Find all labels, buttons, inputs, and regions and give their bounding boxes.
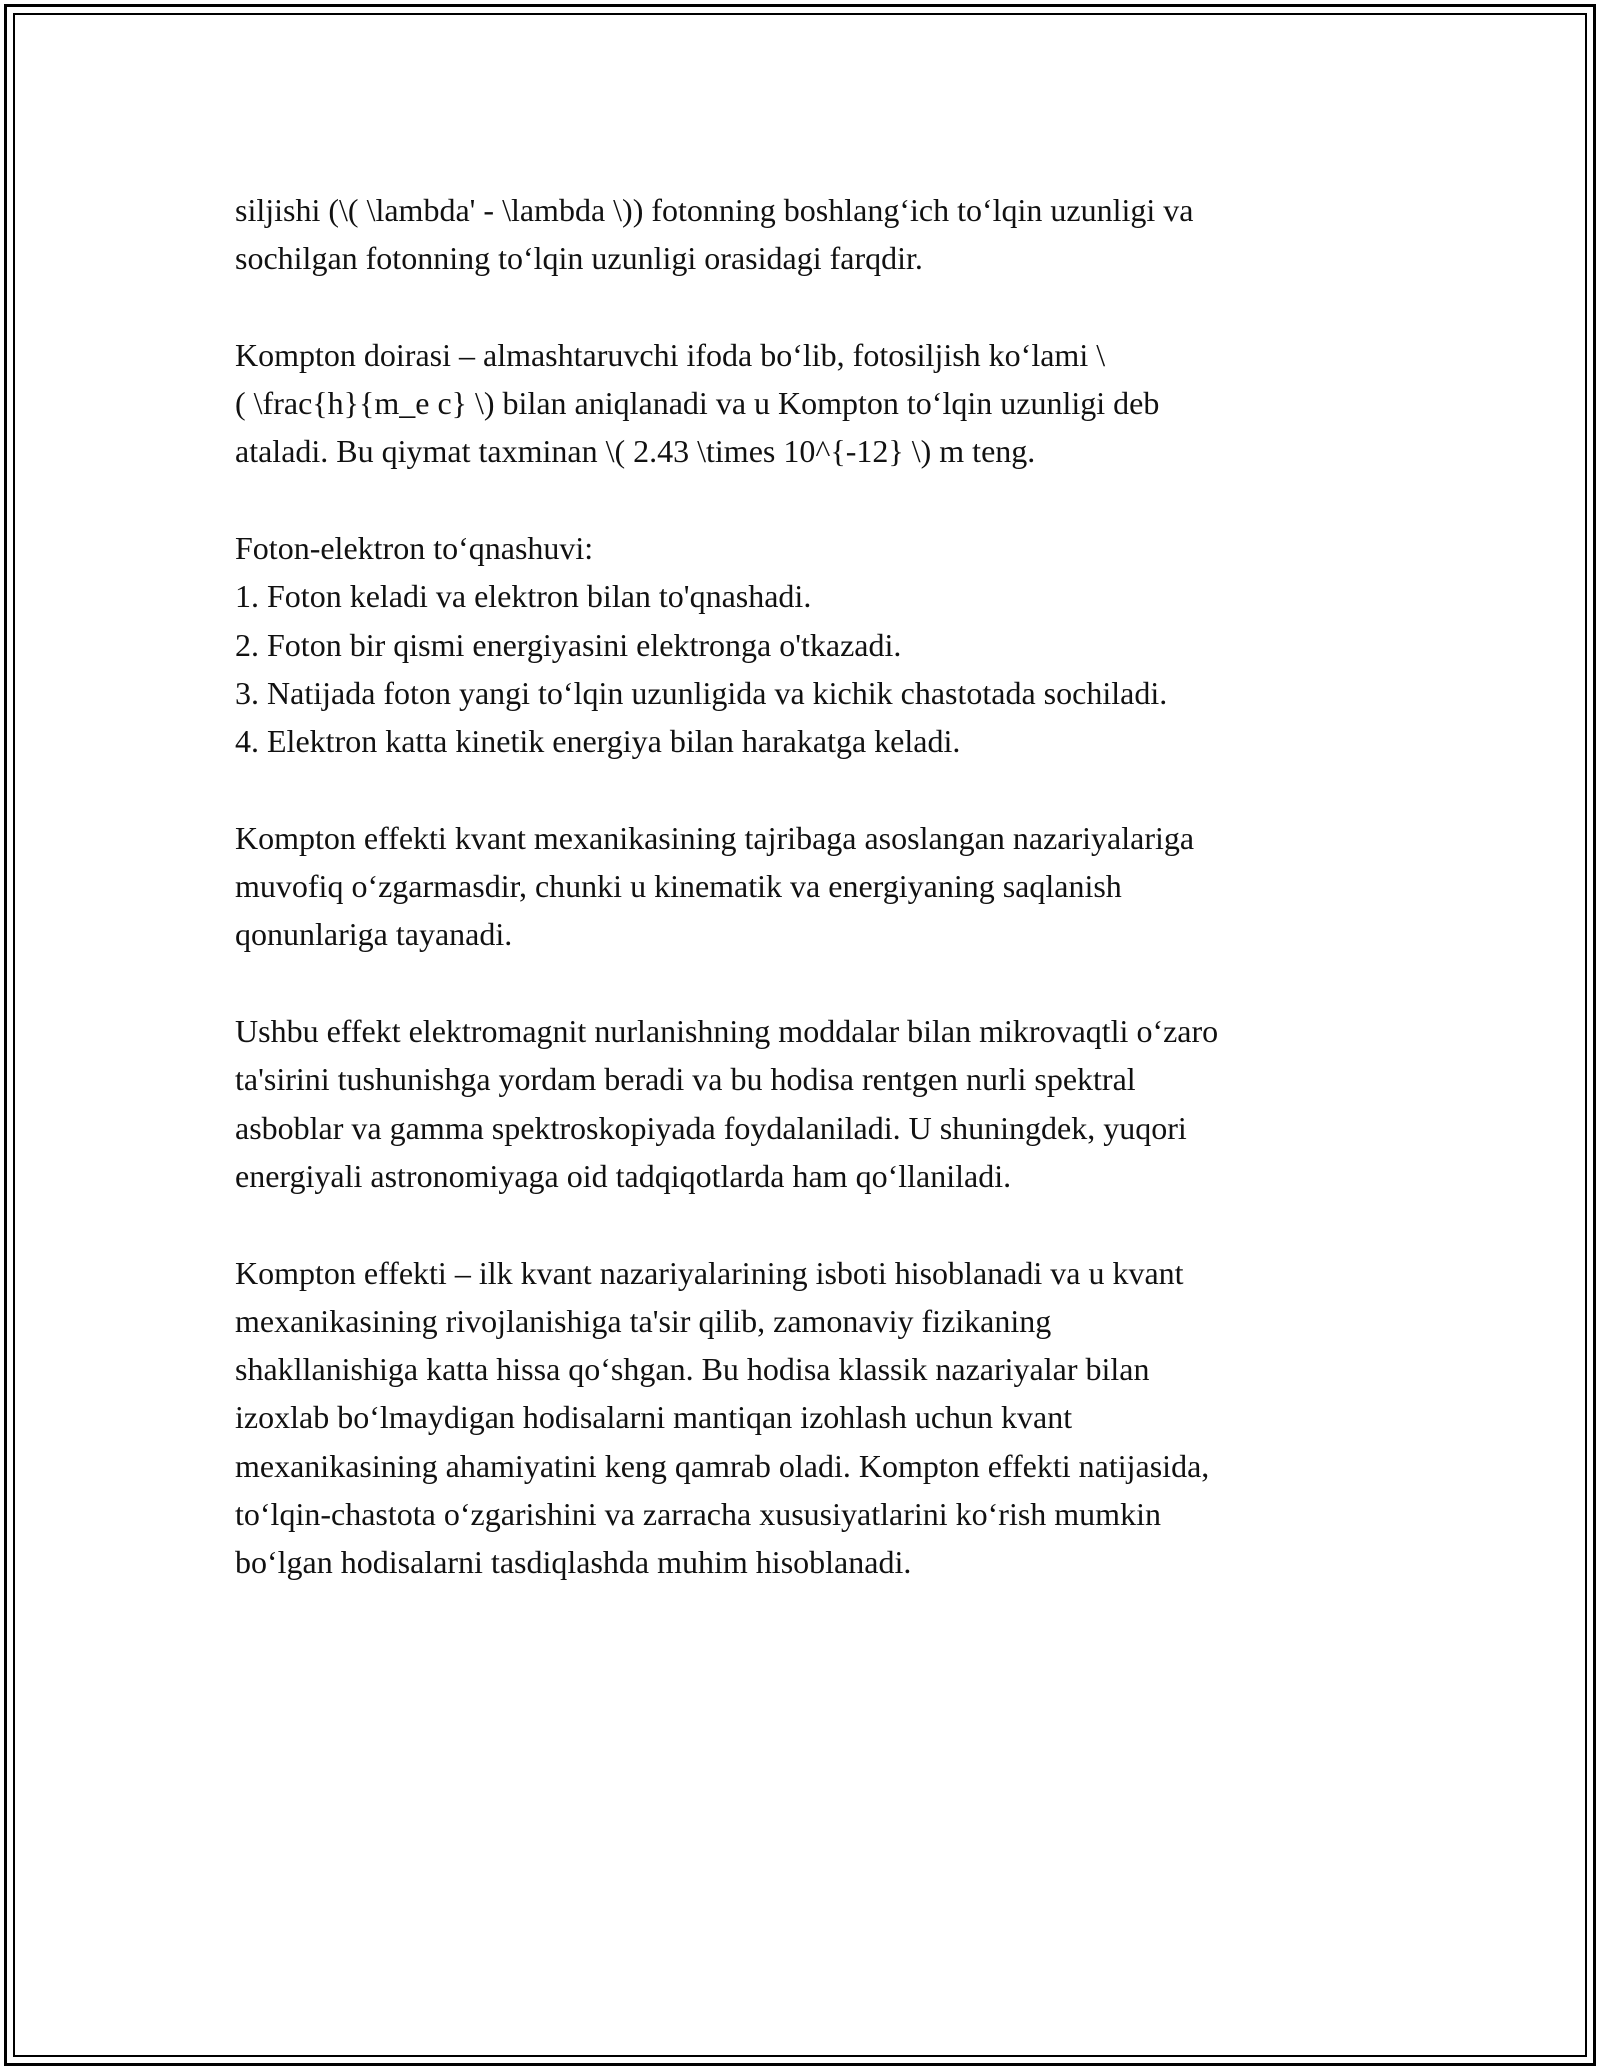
paragraph-wavelength-shift: siljishi (\( \lambda' - \lambda \)) fotonning boshlang‘ich to‘lqin uzunligi va sochilgan fotonning to‘lqin uzunligi orasidagi farqdir. [235,192,1194,277]
list-item: 3. Natijada foton yangi to‘lqin uzunligida va kichik chastotada sochiladi. [235,674,1168,711]
paragraph-quantum-mechanics: Kompton effekti kvant mexanikasining tajribaga asoslangan nazariyalariga muvofiq o‘zgarmasdir, chunki u kinematik va energiyaning saqlanish qonunlariga tayanadi. [235,819,1195,953]
document-body [235,186,1385,1635]
paragraph-compton-wavelength: Kompton doirasi – almashtaruvchi ifoda bo‘lib, fotosiljish ko‘lami \ ( \frac{h}{m_e c} \) bilan aniqlanadi va u Kompton to‘lqin uzunligi deb ataladi. Bu qiymat taxminan \( 2.43 \times 10^{-12} \) m teng. [235,336,1160,470]
paragraph-applications: Ushbu effekt elektromagnit nurlanishning moddalar bilan mikrovaqtli o‘zaro ta'sirini tushunishga yordam beradi va bu hodisa rentgen nurli spektral asboblar va gamma spektroskopiyada foydalaniladi. U shuningdek, yuqori energiyali astronomiyaga oid tadqiqotlarda ham qo‘llaniladi. [235,1013,1219,1194]
collision-steps-section [235,524,1385,765]
list-item: 1. Foton keladi va elektron bilan to'qnashadi. [235,578,812,615]
list-heading: Foton-elektron to‘qnashuvi: [235,530,594,567]
list-item: 4. Elektron katta kinetik energiya bilan harakatga keladi. [235,723,961,760]
paragraph-significance: Kompton effekti – ilk kvant nazariyalarining isboti hisoblanadi va u kvant mexanikasining rivojlanishiga ta'sir qilib, zamonaviy fizikaning shakllanishiga katta hissa qo‘shgan. Bu hodisa klassik nazariyalar bilan izoxlab bo‘lmaydigan hodisalarni mantiqan izohlash uchun kvant mexanikasining ahamiyatini keng qamrab oladi. Kompton effekti natijasida, to‘lqin-chastota o‘zgarishini va zarracha xususiyatlarini ko‘rish mumkin bo‘lgan hodisalarni tasdiqlashda muhim hisoblanadi. [235,1254,1210,1581]
collision-steps-list [235,572,1385,765]
list-item: 2. Foton bir qismi energiyasini elektronga o'tkazadi. [235,626,902,663]
